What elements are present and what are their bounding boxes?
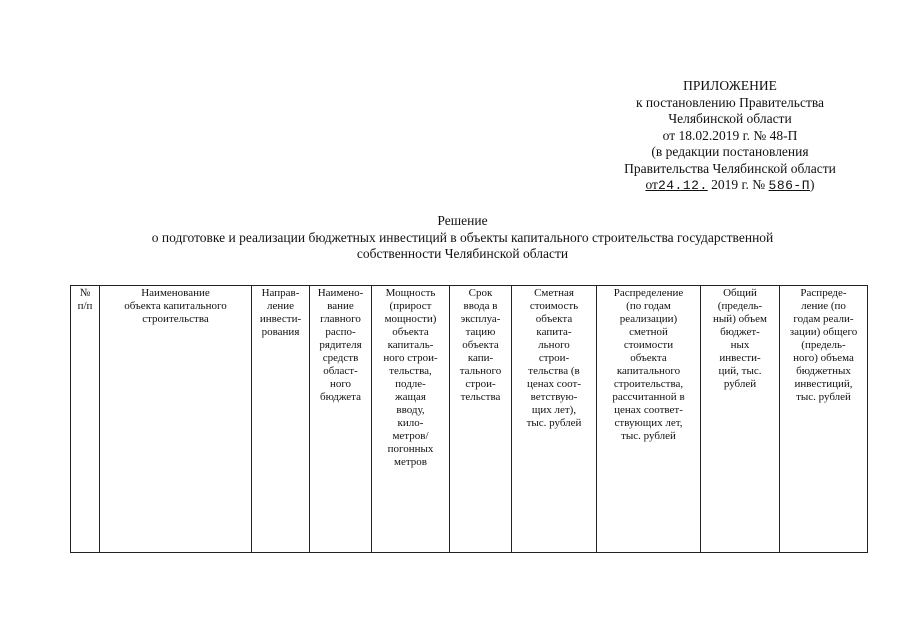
- header-cell-capacity: [372, 286, 450, 553]
- header-cell-direction: [252, 286, 310, 553]
- appendix-header: [560, 78, 900, 195]
- header-cell-total-investment: [701, 286, 780, 553]
- header-cell-estimated-cost: [512, 286, 597, 553]
- appendix-line: (в редакции постановления: [651, 144, 809, 159]
- appendix-line: от 18.02.2019 г. № 48-П: [662, 127, 798, 143]
- header-text: Общий (предель- ный) объем бюджет- ных инвести- ций, тыс. рублей: [713, 287, 767, 390]
- revision-date: 24.12.: [657, 178, 708, 193]
- appendix-title: ПРИЛОЖЕНИЕ: [683, 78, 777, 93]
- revision-number: 586-П: [768, 178, 811, 193]
- appendix-line: к постановлению Правительства: [635, 94, 825, 110]
- revision-prefix: от: [645, 177, 658, 192]
- header-text: Наимено- вание главного распо- рядителя средств област- ного бюджета: [317, 287, 364, 403]
- header-cell-number: [71, 286, 100, 553]
- header-cell-administrator: [310, 286, 372, 553]
- decision-title: Решение: [437, 213, 488, 228]
- investment-table: [70, 285, 868, 553]
- header-text: Направ- ление инвести- рования: [259, 287, 302, 338]
- header-text: Наименование объекта капитального строительства: [124, 287, 227, 325]
- header-cell-commissioning-term: [450, 286, 512, 553]
- appendix-line: Правительства Челябинской области: [624, 160, 836, 176]
- decision-subtitle-line: собственности Челябинской области: [356, 246, 569, 261]
- revision-middle: 2019 г. №: [707, 177, 769, 192]
- header-text: Распределение (по годам реализации) сметной стоимости объекта капитального строительства, рассчитанной в ценах соответ- ствующих лет, тыс. рублей: [612, 287, 685, 442]
- header-cell-investment-distribution: [780, 286, 868, 553]
- header-text: Распреде- ление (по годам реали- зации) общего (предель- ного) объема бюджетных инвестиций, тыс. рублей: [789, 287, 858, 403]
- decision-subtitle-line: о подготовке и реализации бюджетных инвестиций в объекты капитального строительства государственной: [151, 229, 774, 245]
- header-cell-object-name: [100, 286, 252, 553]
- header-text: Мощность (прирост мощности) объекта капиталь- ного строи- тельства, подле- жащая вводу, кило- метров/ погонных метров: [383, 287, 438, 468]
- table-header-row: [71, 286, 868, 553]
- header-text: № п/п: [77, 287, 93, 312]
- revision-line: [560, 177, 900, 195]
- appendix-line: Челябинской области: [668, 111, 792, 126]
- header-cell-cost-distribution: [597, 286, 701, 553]
- header-text: Срок ввода в эксплуа- тацию объекта капи- тального строи- тельства: [459, 287, 502, 403]
- decision-heading: [40, 213, 885, 263]
- header-text: Сметная стоимость объекта капита- льного строи- тельства (в ценах соот- ветствую- щих лет), тыс. рублей: [526, 287, 582, 429]
- revision-suffix: ): [810, 177, 815, 192]
